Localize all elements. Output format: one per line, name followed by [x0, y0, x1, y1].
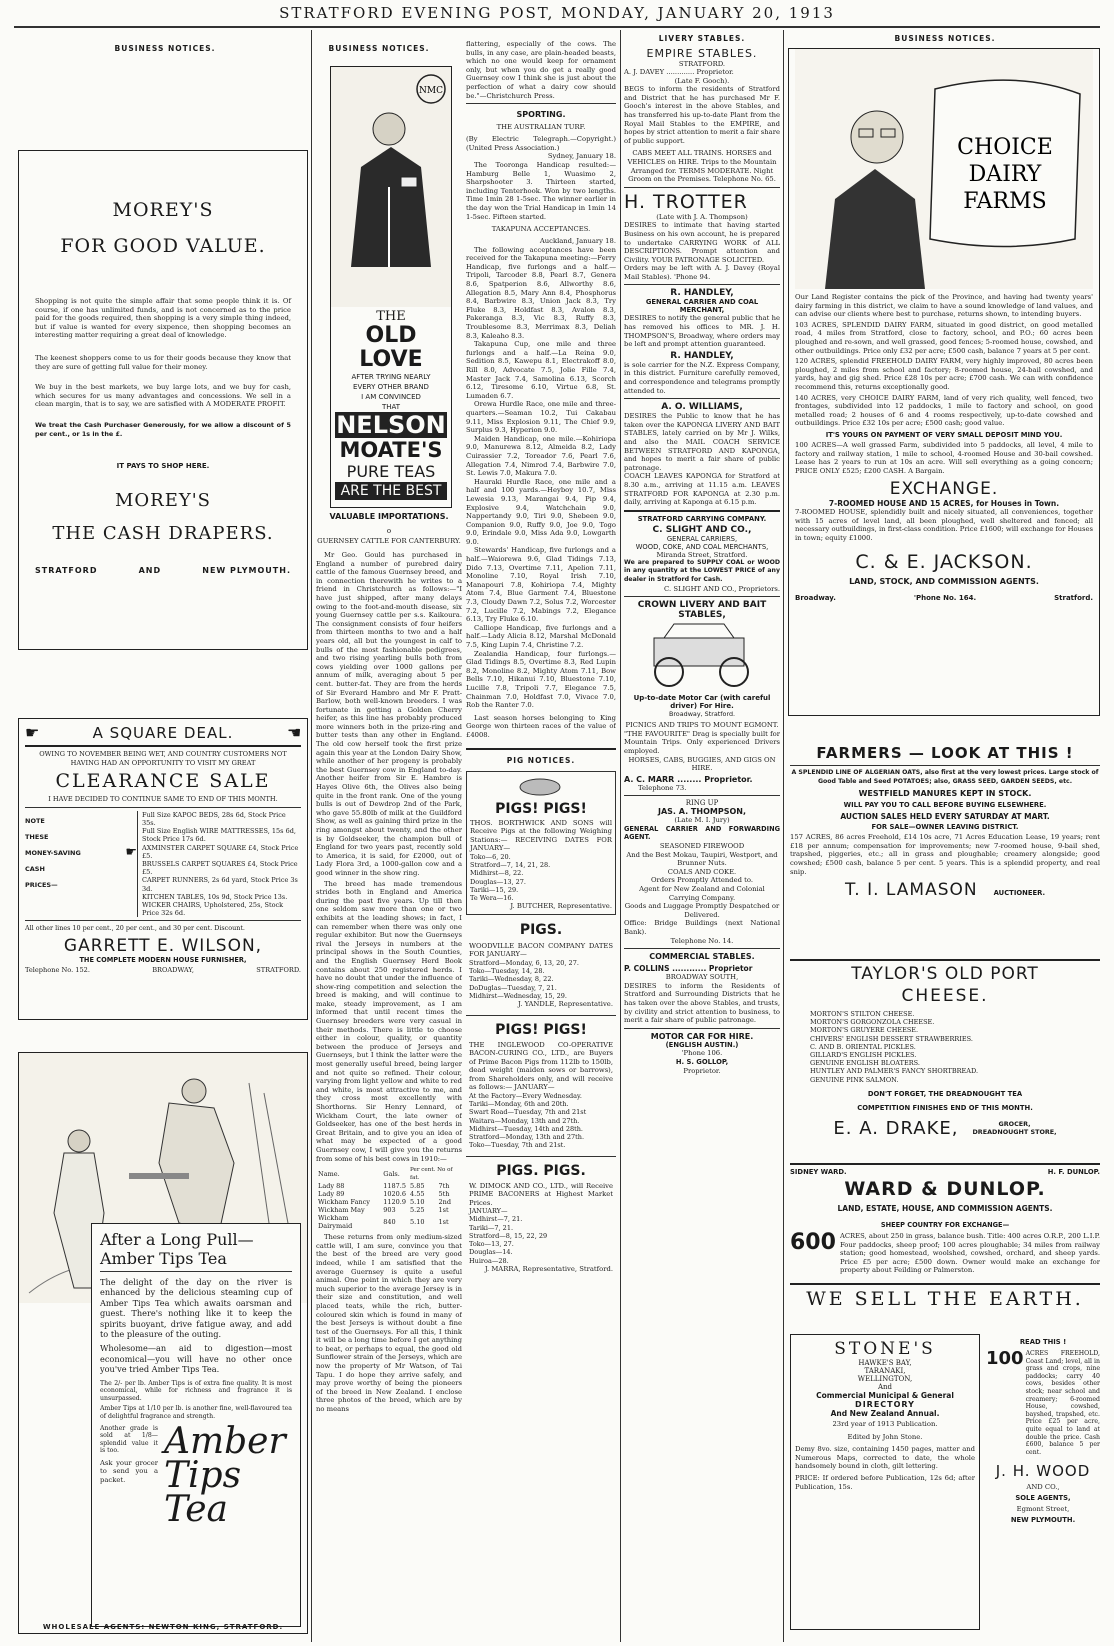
sporting-date: Sydney, January 18. [547, 152, 616, 161]
pigs-signature: J. BUTCHER, Representative. [510, 902, 612, 911]
article-continuation: flattering, especially of the cows. The bulls, in any case, are plain-headed beasts, which no one would keep for ornament only, but when you do get a really good Guernsey cow I think she is just about the perfection of what a dairy cow should be."—Christchurch Press. [466, 40, 616, 100]
jackson-town: Stratford. [1054, 593, 1093, 602]
crown-proprietor: A. C. MARR ........ Proprietor. [624, 774, 753, 784]
stones-l5: Commercial Municipal & General [816, 1391, 954, 1400]
amber-tips-logo: Amber Tips Tea [164, 1420, 286, 1530]
square-deal-footer [25, 966, 301, 974]
article-p1: Mr Geo. Gould has purchased in England a number of purebred dairy cattle of the famous Guernsey breed, and in connection therewith he writes to a friend in Christchurch as follows:—"I have just shipped, after many delays owing to the foot-and-mouth disease, six young Guernsey cattle per s.s. Kaikoura. The consignment consists of four heifers from thirteen months to two and a half years old, all but the youngest in calf to bulls of the most fashionable pedigrees, and two rising yearling bulls both from cows yielding over 1000 gallons per annum of milk, averaging about 5 per cent. butter-fat. They are from the herds of Sir Everard Hambro and Mr F. Pratt-Barlow, both well-known breeders. I was fortunate in getting a Golden Cherry heifer, as this line has probably produced more winners both in the prize-ring and butter tests than any other in England. The old cow herself took the first prize again this year at the London Dairy Show, while another of her progeny is probably the best Guernsey cow in England to-day. Another heifer from Sir E. Hambro is Hayes Olive 6th, the Olives also being quite in the front rank. One of the young bulls is out of Dewdrop 2nd of the Park, who gave 55.80lb of milk at the Guildford Show, as well as gaining third prize in the ring amongst about twenty, and the other is by Goldseeker, the champion bull of England for two years past, recently sold to America, it is said, for £2000, out of Lady Flora 3rd, a 1000-gallon cow and a good winner in the show ring. [316, 551, 462, 877]
handley-heading-2: R. HANDLEY, [670, 350, 734, 361]
morey-p1: Shopping is not quite the simple affair that some people think it is. Of course, if one has unlimited funds, and is not concerned as to the price paid for the goods required, then shopping is a very simple thing indeed, but if value is wanted for every sixpence, then shopping becomes an interesting matter requiring a great deal of knowledge. [35, 297, 291, 340]
pigs-heading: PIGS. [519, 921, 563, 938]
square-deal-ad [18, 718, 308, 1020]
trotter-late: (Late with J. A. Thompson) [656, 212, 748, 221]
list-item: Douglas—14. [469, 1248, 513, 1257]
masthead: STRATFORD EVENING POST, MONDAY, JANUARY 20, 1913 [279, 4, 835, 22]
nelson-line-10: ARE THE BEST [335, 482, 447, 500]
morey-locations [35, 566, 291, 575]
empire-cabs: CABS MEET ALL TRAINS. HORSES and VEHICLES on HIRE. Trips to the Mountain Arranged for. TERMS MODERATE. Night Groom on the Premises. Telephone No. 65. [627, 149, 777, 184]
wood-street: Egmont Street, [1016, 1505, 1070, 1514]
lamason-text-2: 157 ACRES, 86 acres Freehold, £14 10s acre, 71 Acres Education Lease, 19 years; rent £18 per annum; compensation for improvements; new 7-roomed house, 9-bail shed, trapshed, piggeries, etc.; all in grass and ploughable; creamery alongside; good cowshed; £500 cash, balance 5 per cent. 5 years. This is a splendid property, and real snip. [790, 833, 1100, 876]
morey-p5: IT PAYS TO SHOP HERE. [116, 462, 210, 471]
amber-agents: WHOLESALE AGENTS: NEWTON KING, STRATFORD. [42, 1623, 284, 1631]
article-p3: These returns from only medium-sized cattle will, I am sure, convince you that the best of the breed are very good indeed, while I am satisfied that the average Guernsey is quite a useful animal. One point in which they are very much superior to the average Jersey is in their size and constitution, and well placed teats, while the rich, butter-coloured skin which is found in many of the best Jerseys is without doubt a fine test of the Guernseys. For all this, I think it will be a long time before I get anything to beat, or perhaps to equal, the good old Sunflower strain of the Jerseys, which are now the property of Mr Watson, of Tai Tapu. I do hope they arrive safely, and may prove worthy of being the pioneers of the breed in New Zealand. I enclose three photos of the breed, which are by no means [316, 1233, 462, 1414]
handley-text: DESIRES to notify the general public that he has removed his offices to MR. J. H. THOMPSON'S, Broadway, where orders may be left and prompt attention guaranteed. [624, 314, 780, 349]
wood-acres: 100 [986, 1348, 1024, 1369]
stones-directory-ad [790, 1334, 980, 1630]
pigs-heading: PIGS. PIGS. [496, 1162, 586, 1179]
list-item: CARPET RUNNERS, 2s 6d yard, Stock Price 3s 3d. [142, 876, 298, 893]
amber-p5: Another grade is sold at 1/8—splendid value it is too. [100, 1424, 158, 1455]
inglewood-pigs-ad [466, 1019, 616, 1153]
crown-telephone: Telephone 73. [638, 783, 687, 792]
wood-name: J. H. WOOD [995, 1462, 1091, 1481]
commercial-proprietor: P. COLLINS ............ Proprietor [624, 964, 753, 974]
choice-farm-4: 100 ACRES—A well grassed Farm, subdivided into 5 paddocks, all level, 4 mile to factory and railway station, 1 mile to school, 4-roomed House and 30-bail cowshed. Lease has 2 years to run at 10s an acre. Will sell everything as a going concern; PRICE ONLY £525; £200 CASH. A Bargain. [795, 440, 1093, 475]
list-item: KITCHEN TABLES, 10s 9d, Stock Price 13s. [142, 892, 288, 901]
cheese-list [790, 1010, 1100, 1084]
column-rule [620, 30, 621, 1642]
lamason-auction: AUCTION SALES HELD EVERY SATURDAY AT MART. [840, 812, 1050, 822]
article-p2: The breed has made tremendous strides both in England and America during the past five years. Up till then one seldom saw more than one or two exhibits at the leading shows; in fact, I can remember when there was only one regular exhibitor. But now the Guernseys rival the Jerseys in numbers at the principal shows in the South Counties, and the English Guernsey Herd Book contains about 250 registered herds. I have no doubt that under the influence of show-ring competition and selection the breed is making, and will continue to make, steady improvement, as I am informed that until recent times the Guernsey breeders were very casual in their methods. There is little to choose either in colour, quality, or quantity between the produce of Jerseys and Guernseys, but I think the latter were the most generally useful breed, being larger and not quite so refined. Their colour, varying from light yellow and white to red and white, is most attractive to me, and they cross most excellently with Shorthorns. Sir Henry Lennard, of Wickham Court, the late owner of Goldseeker, has one of the best herds in Great Britain, and to give you an idea of what may be expected of a good Guernsey cow, I will give you the returns from some of his best cows in 1910:— [316, 879, 462, 1163]
lamason-heading: FARMERS — LOOK AT THIS ! [816, 744, 1074, 762]
choice-deposit: IT'S YOURS ON PAYMENT OF VERY SMALL DEPOSIT MIND YOU. [825, 430, 1063, 439]
wood-town: NEW PLYMOUTH. [1010, 1516, 1076, 1525]
sporting-subhead: THE AUSTRALIAN TURF. [496, 123, 586, 132]
ring-office: Office: Bridge Buildings (next National Bank). [624, 919, 780, 936]
empire-text: BEGS to inform the residents of Stratford and District that he has purchased Mr F. Gooch's interest in the above Stables, and has transferred his up-to-date Plant from the Royal Mail Stables to the EMPIRE, and hopes by strict attention to merit a fair share of public support. [624, 85, 780, 145]
stones-l7: And New Zealand Annual. [830, 1409, 940, 1418]
pointing-hand-icon: ☛ [286, 723, 301, 742]
column-heading: BUSINESS NOTICES. [114, 44, 216, 53]
telephone: Telephone No. 152. [25, 966, 90, 975]
lamason-text: A SPLENDID LINE OF ALGERIAN OATS, also first at the very lowest prices. Large stock of Good Table and Seed POTATOES; also, GRASS SEED, GARDEN SEEDS, etc. [791, 769, 1099, 785]
pig-icon [470, 775, 610, 797]
exchange-heading: EXCHANGE. [889, 479, 999, 500]
list-item: MORTON'S GORGONZOLA CHEESE. [810, 1018, 935, 1027]
exchange-line-1: 7-ROOMED HOUSE AND 15 ACRES, for Houses in Town. [828, 499, 1060, 509]
choice-intro: Our Land Register contains the pick of the Province, and having had twenty years' dairy farming in this district, we claim to have a sound knowledge of land values, and can advise our clients where best to purchase, returns shown, to intending buyers. [795, 293, 1093, 319]
ring-coal: COALS AND COKE. [667, 867, 737, 876]
wood-co: AND CO., [1026, 1483, 1060, 1492]
slight-signature: C. SLIGHT AND CO., Proprietors. [664, 584, 780, 593]
trotter-text-2: Orders may be left with A. J. Davey (Royal Mail Stables). 'Phone 94. [624, 264, 780, 281]
takapuna-date: Auckland, January 18. [539, 237, 616, 246]
wood-agents: SOLE AGENTS, [1015, 1494, 1071, 1503]
amber-p2: Wholesome—an aid to digestion—most economical—you will have no other once you've tried Amber Tips Tea. [100, 1343, 292, 1375]
drake-name: E. A. DRAKE, [833, 1117, 959, 1139]
slight-text: We are prepared to SUPPLY COAL or WOOD in any quantity at the LOWEST PRICE of any dealer in Stratford for Cash. [624, 558, 780, 583]
trotter-heading: H. TROTTER [624, 190, 748, 213]
crown-location: Broadway, Stratford. [668, 710, 736, 719]
yield-table [316, 1166, 462, 1230]
stones-year: 23rd year of 1913 Publication. [832, 1420, 938, 1428]
morey-ad [18, 150, 308, 650]
list-item: Midhirst—8, 22. [470, 869, 524, 878]
nelson-line-3: AFTER TRYING NEARLY [351, 373, 431, 381]
amber-p1: The delight of the day on the river is enhanced by the delicious steaming cup of Amber Tips Tea which awaits oarsman and guest. There's nothing like it to keep the spirits buoyant, drive fatigue away, and add to the pleasure of the outing. [100, 1277, 292, 1340]
ward-dunlop-ad [790, 1160, 1100, 1325]
garrett-wilson: GARRETT E. WILSON, [63, 936, 263, 957]
list-item: At the Factory—Every Wednesday. [469, 1092, 582, 1101]
ward-partner-2: H. F. DUNLOP. [1047, 1168, 1100, 1176]
cheese-competition: COMPETITION FINISHES END OF THIS MONTH. [857, 1103, 1033, 1112]
choice-farm-3: 140 ACRES, very CHOICE DAIRY FARM, land of very rich quality, well fenced, two frontages, subdivided into 12 paddocks, 1 mile to factory and school, on good metalled road; 2 houses of 6 and 4 rooms respectively, up-to-date cowshed and outbuildings. Price £32 10s per acre; £500 cash; good value. [795, 393, 1093, 428]
square-deal-intro: OWING TO NOVEMBER BEING WET, AND COUNTRY CUSTOMERS NOT HAVING HAD AN OPPORTUNITY TO VISIT MY GREAT [39, 750, 287, 767]
square-deal-title: A SQUARE DEAL. [92, 723, 234, 742]
pigs-text: W. DIMOCK AND CO., LTD., will Receive PRIME BACONERS at Highest Market Prices. [469, 1181, 613, 1207]
list-item: HUNTLEY AND PALMER'S FANCY SHORTBREAD. [810, 1067, 979, 1076]
wood-text: ACRES FREEHOLD, Coast Land; level, all in grass and crops, nine paddocks; carry 40 cows, besides other stock; near school and creamery; 6-roomed House, cowshed, bayshed, trapshed, etc. Price £25 per acre, quite equal to land at double the price. Cash £600, balance 5 per cent. [1025, 1350, 1100, 1456]
ring-mokau: And the Best Mokau, Taupiri, Westport, and Brunner Nuts. [626, 850, 778, 868]
ward-sheep: SHEEP COUNTRY FOR EXCHANGE— [880, 1221, 1010, 1229]
list-item: Toko—Tuesday, 7th and 21st. [469, 1141, 566, 1150]
jackson-land-ad [788, 48, 1100, 716]
nmc-seal: NMC [419, 86, 443, 96]
sporting-p8: Calliope Handicap, five furlongs and a half.—Lady Alicia 8.12, Marshal McDonald 7.5, King Lupin 7.4, Christine 7.2. [466, 623, 616, 649]
column-rule [311, 30, 312, 1642]
ring-orders: Orders Promptly Attended to. [650, 876, 754, 885]
amber-p6: Ask your grocer to send you a packet. [100, 1459, 158, 1484]
empire-town: STRATFORD. [678, 60, 726, 68]
side-these: THESE [25, 832, 49, 841]
morey-name: MOREY'S [114, 490, 212, 512]
amber-p4: Amber Tips at 1/10 per lb. is another fine, well-flavoured tea of delightful fragrance and strength. [100, 1405, 292, 1421]
clearance-sale: CLEARANCE SALE [55, 770, 271, 793]
list-item: Toko—6, 20. [470, 852, 511, 861]
list-item: BRUSSELS CARPET SQUARES £4, Stock Price £5. [142, 860, 298, 877]
stones-editor: Edited by John Stone. [847, 1432, 923, 1441]
list-item: Douglas—13, 27. [470, 877, 527, 886]
williams-heading: A. O. WILLIAMS, [661, 402, 743, 413]
crown-favourite: "THE FAVOURITE" Drag is specially built for Mountain Trips. Only experienced Drivers employed. [624, 729, 780, 755]
nelson-line-5: I AM CONVINCED [361, 393, 421, 401]
list-item: Midhirst—Tuesday, 14th and 28th. [469, 1124, 583, 1133]
man-with-sign-illustration [795, 49, 1093, 289]
jackson-phone: 'Phone No. 164. [913, 593, 977, 602]
table-row: Wickham May 903 5.25 1st [318, 1206, 449, 1215]
list-item: Huiroa—28. [469, 1256, 509, 1265]
column-heading: LIVERY STABLES. [658, 34, 746, 43]
takapuna-subhead: TAKAPUNA ACCEPTANCES. [491, 225, 591, 234]
motorhire-proprietor: Proprietor. [683, 1066, 721, 1075]
handley-heading: R. HANDLEY, [670, 288, 734, 299]
stones-l3: WELLINGTON, [857, 1375, 913, 1383]
ring-late: (Late M. I. Jury) [674, 816, 730, 825]
borthwick-pigs-ad [466, 771, 616, 915]
ward-acres: 600 [790, 1230, 836, 1255]
ring-text: GENERAL CARRIER AND FORWARDING AGENT. [624, 824, 780, 842]
nelson-line-8: MOATE'S [339, 438, 443, 462]
morey-drapers: THE CASH DRAPERS. [52, 523, 274, 545]
pigs-signature: J. MARRA, Representative, Stratford. [484, 1264, 613, 1273]
nelson-line-9: PURE TEAS [346, 462, 436, 481]
jackson-tag: LAND, STOCK, AND COMMISSION AGENTS. [849, 576, 1039, 586]
amber-tips-ad [18, 1052, 308, 1634]
list-item: Midhirst—Wednesday, 15, 29. [469, 991, 567, 1000]
stones-l1: HAWKE'S BAY, [858, 1359, 912, 1367]
side-money: MONEY-SAVING [25, 848, 81, 857]
list-item: Midhirst—7, 21. [469, 1215, 523, 1224]
list-item: Full Size KAPOC BEDS, 28s 6d, Stock Price 35s. [142, 810, 286, 827]
motorhire-telephone: 'Phone 106. [681, 1049, 723, 1058]
commercial-heading: COMMERCIAL STABLES. [649, 952, 755, 962]
list-item: Tariki—Wednesday, 8, 22. [469, 975, 554, 984]
morey-p2: The keenest shoppers come to us for their goods because they know that they are sure of getting full value for their money. [35, 353, 291, 371]
side-note: NOTE [25, 816, 45, 825]
jackson-firm: C. & E. JACKSON. [855, 550, 1033, 573]
nelson-line-2: OLD LOVE [359, 323, 423, 372]
list-item: Tariki—15, 29. [470, 885, 519, 894]
lamason-ad [790, 744, 1100, 934]
square-deal-price-list [137, 811, 301, 918]
morey-loc-2: AND [138, 566, 162, 576]
sporting-p9: Zealandia Handicap, four furlongs.—Glad Tidings 8.5, Overtime 8.3, Red Lupin 8.2, Monoline 8.2, Mighty Atom 7.11, Bow Bells 7.10, Hikanui 7.10, Bluestone 7.10, Lucille 7.8, Tripoli 7.7, Elegance 7.5, Chainman 7.0, Holdfast 7.0, Vivace 7.0, Rob the Ranter 7.0. [466, 649, 616, 710]
nelson-line-1: THE [376, 309, 406, 324]
pointing-hand-icon: ☛ [125, 844, 137, 860]
list-item: MORTON'S GRUYERE CHEESE. [810, 1026, 919, 1035]
column-rule [783, 30, 784, 1642]
crown-heading: CROWN LIVERY AND BAIT STABLES, [637, 600, 767, 621]
ring-heading: RING UP [685, 799, 719, 808]
list-item: Toko—Tuesday, 14, 28. [469, 967, 545, 976]
pigs-heading: PIGS! PIGS! [495, 800, 587, 817]
wood-read: READ THIS ! [1019, 1338, 1067, 1346]
motor-car-illustration [624, 620, 780, 690]
sporting-byline: (By Electric Telegraph.—Copyright.) (United Press Association.) [466, 135, 616, 152]
sign-line-3: FARMS [963, 189, 1047, 214]
drake-cheese-ad [790, 956, 1100, 1156]
morey-p4: We treat the Cash Purchaser Generously, for we allow a discount of 5 per cent., or 1s in the £. [35, 420, 291, 438]
pigs-text: WOODVILLE BACON COMPANY DATES FOR JANUARY— [469, 941, 613, 959]
sporting-p7: Stewards' Handicap, five furlongs and a half.—Waiorewa 9.6, Glad Tidings 7.13, Dido 7.13, Overtime 7.11, Apelion 7.11, Monoline 7.10, Royal Irish 7.10, Manapouri 7.8, Kohiriopa 7.4, Mighty Atom 7.4, Blue Garment 7.4, Bluestone 7.3, Cloudy Dawn 7.2, Solus 7.2, Worcester 7.2, Lucille 7.2, Mabings 7.2, Elegance 6.13, Try Fluke 6.10. [466, 546, 616, 624]
sign-line-1: CHOICE [957, 135, 1053, 160]
slight-street: Miranda Street, Stratford. [656, 550, 748, 559]
ring-telephone: Telephone No. 14. [670, 936, 734, 945]
square-deal-continue: I HAVE DECIDED TO CONTINUE SAME TO END OF THIS MONTH. [48, 795, 278, 804]
drake-store [973, 1120, 1057, 1136]
ring-goods: Goods and Luggage Promptly Despatched or Delivered. [624, 902, 780, 919]
pigs-signature: J. YANDLE, Representative. [518, 999, 613, 1008]
choice-farm-1: 103 ACRES, SPLENDID DAIRY FARM, situated in good district, on good metalled road, 4 miles from Stratford, close to factory, school, and P.O.; 60 acres been ploughed and re-sown, and well grassed, good fences; 5-roomed house, cowshed, and other outbuildings. Price only £32 per acre; £500 cash, balance 7 years at 5 per cent. [795, 320, 1093, 355]
sell-the-earth: WE SELL THE EARTH. [806, 1287, 1084, 1310]
valuable-importations-article: VALUABLE IMPORTATIONS. o GUERNSEY CATTLE FOR CANTERBURY. Mr Geo. Gould has purchased in England a number of purebred dairy cattle of the famous Guernsey breed, and in connection therewith he writes to a friend in Christchurch as follows:—"I have just shipped, after many delays owing to the foot-and-mouth disease, six young Guernsey cattle per s.s. Kaikoura. The consignment consists of four heifers from thirteen months to two and a half years old, all but the youngest in calf to bulls of the most fashionable pedigrees, and two rising yearling bulls both from cows yielding over 1000 gallons per annum of milk, averaging about 5 per cent. butter-fat. They are from the herds of Sir Everard Hambro and Mr F. Pratt-Barlow, both well-known breeders. I was fortunate in getting a Golden Cherry heifer, as this line has probably produced more winners both in the prize-ring and butter tests than any other in England. The old cow herself took the first prize again this year at the London Dairy Show, while another of her progeny is probably the best Guernsey cow in England to-day. Another heifer from Sir E. Hambro is Hayes Olive 6th, the Olives also being quite in the front rank. One of the young bulls is out of Dewdrop 2nd of the Park, who gave 55.80lb of milk at the Guildford Show, as well as gaining third prize in the ring amongst about twenty, and the other is by Goldseeker, the champion bull of England for two years past, recently sold to America, it is said, for £2000, out of Lady Flora 3rd, a 1000-gallon cow and a good winner in the show ring. The breed has made tremendous strides both in England and America during the past five years. Up till then one seldom saw more than one or two exhibits at the leading shows; in fact, I can remember when there was only one regular exhibitor. But now the Guernseys rival the Jerseys in numbers at the principal shows in the South Counties, and the English Guernsey Herd Book contains about 250 registered herds. I have no doubt that under the influence of show-ring competition and selection the breed is making, and will continue to make, steady improvement, as I am informed that until recent times the Guernsey breeders were very casual in their methods. There is little to choose either in colour, quality, or quantity between the produce of Jerseys and Guernseys, but I think the latter were the most generally useful breed, being larger and not quite so refined. Their colour, varying from light yellow and white to red and white, is most attractive to me, and they cross most excellently with Shorthorns. Sir Henry Lennard, of Wickham Court, the late owner of Goldseeker, has one of the best herds in Great Britain, and to give you an idea of what may be expected of a good Guernsey cow, I will give you the returns from some of his best cows in 1910:— Name. Gals. Per cent. No of fat. Lady 88 1187.5 5.85 7th Lady 89 1020.6 4.55 5th Wickham Fancy 1120.9 5.10 2nd Wickham May 903 5.25 1st Wickham Dairymaid 840 5.10 1st These returns from only medium-sized cattle will, I am sure, convince you that the best of the breed are very good indeed, while I am satisfied that the average Guernsey is quite a useful animal. One point in which they are very much superior to the average Jersey is in their size and constitution, and well placed teats, while the rich, butter-coloured skin which is found in many of the best Jerseys is without doubt a fine test of the Guernseys. For all this, I think it will be a long time before I get anything to beat, or perhaps to equal, the good old Sunflower strain of the Jerseys, which are now the property of Mr Watson, of Tai Tapu. I do hope they arrive safely, and may prove worthy of being the pioneers of the breed in New Zealand. I enclose three photos of the breed, which are by no means [316, 512, 462, 1414]
stones-text: Demy 8vo. size, containing 1450 pages, matter and Numerous Maps, corrected to date, the whole handsomely bound in cloth, gilt lettering. [795, 1445, 975, 1471]
list-item: DoDuglas—Tuesday, 7, 21. [469, 983, 557, 992]
sporting-p6: Hauraki Hurdle Race, one mile and a half and 100 yards.—Heyboy 10.7, Miss Lewesia 9.13, Marangai 9.4, Pip 9.4, Explosive 9.4, Watchchain 9.0, Nappertandy 9.0, Tiri 9.0, Shebeen 9.0, Companion 9.0, Ruffy 9.0, Joe 9.0, Togo 9.0, Erindale 9.0, Miss Ada 9.0, Lowgarth 9.0. [466, 477, 616, 546]
motorhire-name: H. S. GOLLOP, [675, 1057, 729, 1066]
lamason-manures: WESTFIELD MANURES KEPT IN STOCK. [858, 789, 1032, 799]
side-cash: CASH [25, 864, 45, 873]
jackson-street: Broadway. [795, 593, 836, 602]
list-item: Stratford—Monday, 13th and 27th. [469, 1133, 585, 1142]
cheese-heading-1: TAYLOR'S OLD PORT [851, 964, 1039, 984]
cheese-forget: DON'T FORGET, THE DREADNOUGHT TEA [867, 1089, 1023, 1098]
amber-heading-1: After a Long Pull— [100, 1230, 254, 1249]
ward-text: ACRES, about 250 in grass, balance bush. Title: 400 acres O.R.P., 200 L.I.P. Four paddocks, sheep proof; 100 acres ploughable; 34 miles from railway station; good homestead, woolshed, cowshed, orchard, and sheep yards. Price £5 per acre; £500 down. Owner would make an exchange for property about Feilding or Palmerston. [839, 1232, 1100, 1275]
lamason-name: T. I. LAMASON [844, 880, 978, 901]
sporting-p3: Takapuna Cup, one mile and three furlongs and a half.—La Reina 9.0, Sedition 8.5, Kawepu 8.1, Electrakoff 8.0, Rill 8.0, Advocate 7.5, Jolie Fille 7.4, Master Jack 7.4, Samolina 6.13, Scorch 6.12, Tiresome 6.10, Virtue 6.8, St. Lumaden 6.7. [466, 340, 616, 400]
amber-p3: The 2/- per lb. Amber Tips is of extra fine quality. It is most economical, while for richness and fragrance it is unsurpassed. [100, 1379, 292, 1402]
pigs-heading: PIGS! PIGS! [495, 1021, 587, 1038]
sporting-p1: The Tooronga Handicap resulted:—Hamburg Belle 1, Wuasimo 2, Sharpshooter 3. Thirteen started, including Tenterhook. Won by two lengths. Time 1min 28 1-5sec. The winner earlier in the day won the Trial Handicap in 1min 14 1-5sec. Fifteen started. [466, 160, 616, 221]
stones-l4: And [877, 1383, 893, 1391]
list-item: Waitara—Monday, 13th and 27th. [469, 1116, 580, 1125]
morey-loc-3: NEW PLYMOUTH. [202, 566, 291, 576]
article-subhead: GUERNSEY CATTLE FOR CANTERBURY. [317, 537, 461, 545]
commercial-text: DESIRES to inform the Residents of Stratford and Surrounding Districts that he has taken over the above Stables, and trusts, by civility and strict attention to business, to merit a fair share of public patronage. [624, 981, 780, 1025]
trotter-text: DESIRES to intimate that having started Business on his own account, he is prepared to undertake CARRYING WORK of ALL DESCRIPTIONS. Prompt attention and Civility. YOUR PATRONAGE SOLICITED. [624, 221, 780, 264]
sporting-p2: The following acceptances have been received for the Takapuna meeting:—Ferry Handicap, five furlongs and a half.—Tripoli, Tarcoder 8.8, Pearl 8.7, Genera 8.6, Spatperion 8.6, Allworthy 8.6, Allegation 8.5, Mary Ann 8.4, Phosphorus 8.4, Barbwire 8.3, Union Jack 8.3, Try Fluke 8.3, Holdfast 8.3, Avalon 8.3, Pakeranga 8.3, Vic 8.3, Ruffy 8.3, Troublesome 8.3, Merrimax 8.3, Deliah 8.3, Kaleaho 8.3. [466, 245, 616, 340]
empire-heading: EMPIRE STABLES. [646, 47, 758, 60]
morey-loc-1: STRATFORD [35, 566, 98, 576]
motorhire-sub: (ENGLISH AUSTIN.) [665, 1040, 739, 1049]
list-item: Swart Road—Tuesday, 7th and 21st [469, 1108, 587, 1117]
empire-prop: A. J. DAVEY ............. Proprietor. [624, 68, 734, 76]
ward-tag: LAND, ESTATE, HOUSE, AND COMMISSION AGENTS. [837, 1204, 1053, 1213]
morey-p3: We buy in the best markets, we buy large lots, and we buy for cash, which secures for us many advantages and concessions. We sell in a clean margin, that is to say, we are satisfied with A MODERATE PROFIT. [35, 383, 291, 409]
list-item: GILLARD'S ENGLISH PICKLES. [810, 1051, 917, 1060]
list-item: Stratford—8, 15, 22, 29 [469, 1231, 548, 1240]
morey-title: MOREY'S [112, 199, 214, 221]
lamason-auctioneer: AUCTIONEER. [993, 889, 1046, 898]
crown-motor: Up-to-date Motor Car (with careful driver) For Hire. [633, 694, 771, 711]
list-item: GENUINE PINK SALMON. [810, 1075, 899, 1084]
column-heading: BUSINESS NOTICES. [328, 44, 430, 53]
pigs-text: THE INGLEWOOD CO-OPERATIVE BACON-CURING CO., LTD., are Buyers of Prime Bacon Pigs from 112lb to 150lb, dead weight (maiden sows or barrows), from Shareholders only, and will receive as follows:— JANUARY— [469, 1040, 613, 1092]
nelson-line-4: EVERY OTHER BRAND [353, 383, 429, 391]
motorhire-heading: MOTOR CAR FOR HIRE. [650, 1031, 754, 1041]
town: STRATFORD. [256, 966, 301, 975]
table-row: Wickham Dairymaid 840 5.10 1st [318, 1214, 449, 1231]
article-headline: VALUABLE IMPORTATIONS. [329, 512, 449, 521]
cheese-heading-2: CHEESE. [901, 986, 989, 1006]
list-item: Toko—13, 27. [469, 1240, 514, 1249]
sporting-heading: SPORTING. [516, 110, 566, 120]
slight-firm: C. SLIGHT AND CO., [652, 524, 752, 535]
table-row: Lady 88 1187.5 5.85 7th [318, 1182, 450, 1191]
ward-partner-1: SIDNEY WARD. [790, 1168, 847, 1176]
woodville-pigs-ad [466, 919, 616, 1012]
table-header: Name. Gals. Per cent. No of fat. [318, 1167, 453, 1182]
drake-dreadnought: DREADNOUGHT STORE, [972, 1128, 1057, 1137]
stones-l2: TARANAKI, [864, 1367, 906, 1375]
list-item: C. AND B. ORIENTAL PICKLES. [810, 1042, 916, 1051]
lamason-sale: FOR SALE—OWNER LEAVING DISTRICT. [871, 823, 1019, 832]
sporting-p5: Maiden Handicap, one mile.—Kohiriopa 9.0, Manurewa 8.12, Almeida 8.2, Lady Cuirassier 7.2, Toreador 7.6, Pearl 7.6, Allegation 7.4, Nimrod 7.4, Barbwire 7.0, St. Lewis 7.0, Makura 7.0. [466, 434, 616, 478]
list-item: JANUARY— [469, 1207, 508, 1216]
choice-farm-2: 120 ACRES, splendid FREEHOLD DAIRY FARM, very highly improved, 80 acres been ploughed, 2 miles from school and factory; 8-roomed house, 24-bail cowshed, and yards, hay and gig shed. Price £28 10s per acre; £700 cash. We can with confidence recommend this, returns exceptionally good. [795, 357, 1093, 391]
amber-tips-copy [91, 1223, 301, 1627]
stones-price: PRICE: If ordered before Publication, 12s 6d; after Publication, 15s. [795, 1473, 975, 1491]
stones-l6: DIRECTORY [855, 1400, 915, 1409]
ring-firewood: SEASONED FIREWOOD [659, 842, 745, 851]
list-item: Tariki—7, 21. [469, 1223, 514, 1232]
square-deal-discount: All other lines 10 per cent., 20 per cent., and 30 per cent. Discount. [25, 924, 245, 933]
list-item: Te Wera—16. [470, 893, 514, 902]
slight-l1: GENERAL CARRIERS, [666, 534, 738, 543]
ring-firm: JAS. A. THOMPSON, [658, 807, 746, 817]
table-row: Wickham Fancy 1120.9 5.10 2nd [318, 1198, 452, 1207]
nelson-line-6: THAT [381, 403, 401, 411]
square-deal-side [25, 811, 137, 918]
nelson-moate-ad [330, 66, 452, 508]
ward-heading: WARD & DUNLOP. [844, 1178, 1046, 1200]
livery-column [624, 34, 780, 1642]
list-item: WICKER CHAIRS, Upholstered, 25s, Stock Price 32s 6d. [142, 901, 284, 918]
pig-notices-heading: PIG NOTICES. [506, 755, 576, 765]
masthead-rule [14, 26, 1100, 28]
nelson-line-7: NELSON [336, 411, 446, 439]
wood-ad [986, 1338, 1100, 1634]
list-item: Stratford—7, 14, 21, 28. [470, 861, 551, 870]
list-item: Full Size English WIRE MATTRESSES, 15s 6d, Stock Price 17s 6d. [142, 827, 296, 844]
dimock-pigs-ad [466, 1160, 616, 1277]
sporting-p10: Last season horses belonging to King George won thirteen races of the value of £4008. [466, 713, 616, 739]
handley-text-2: is sole carrier for the N.Z. Express Company, in this district. Furniture carefully removed, and correspondence and telegrams promptly attended to. [624, 360, 780, 395]
ring-agent: Agent for New Zealand and Colonial Carrying Company. [639, 885, 765, 902]
list-item: Tariki—Monday, 6th and 20th. [469, 1100, 569, 1109]
list-item: CHIVERS' ENGLISH DESSERT STRAWBERRIES. [810, 1034, 973, 1043]
list-item: AXMINSTER CARPET SQUARE £4, Stock Price £5. [142, 843, 299, 860]
list-item: Stratford—Monday, 6, 13, 20, 27. [469, 958, 579, 967]
commercial-street: BROADWAY SOUTH, [665, 973, 739, 982]
handley-sub: GENERAL CARRIER AND COAL MERCHANT, [645, 298, 759, 315]
stones-heading: STONE'S [834, 1339, 936, 1359]
williams-text: DESIRES the Public to know that he has taken over the KAPONGA LIVERY AND BAIT STABLES, lately carried on by Mr J. Wilks, and also the MAIL COACH SERVICE BETWEEN STRATFORD AND KAPONGA, and hopes to merit a fair share of public patronage. [624, 412, 780, 472]
empire-late: (Late F. Gooch). [674, 76, 730, 85]
slight-heading: STRATFORD CARRYING COMPANY. [637, 514, 767, 523]
amber-heading-2: Amber Tips Tea [100, 1249, 292, 1272]
tea-drinker-illustration [331, 67, 451, 307]
drake-grocer: GROCER, [998, 1120, 1031, 1129]
crown-picnic: PICNICS AND TRIPS TO MOUNT EGMONT. [625, 721, 779, 730]
street: BROADWAY, [152, 966, 194, 975]
table-row: Lady 89 1020.6 4.55 5th [318, 1190, 450, 1199]
column-2b [466, 40, 616, 1640]
pigs-text: THOS. BORTHWICK AND SONS will Receive Pigs at the following Weighing Stations:— RECEIVING DATES FOR JANUARY— [470, 818, 612, 853]
crown-hire: HORSES, CABS, BUGGIES, AND GIGS ON HIRE. [628, 755, 776, 773]
slight-l2: WOOD, COKE, AND COAL MERCHANTS, [635, 542, 769, 551]
furnisher-tag: THE COMPLETE MODERN HOUSE FURNISHER, [79, 956, 247, 965]
list-item: GENUINE ENGLISH BLOATERS. [810, 1059, 920, 1068]
jackson-footer [795, 594, 1093, 602]
morey-slogan: FOR GOOD VALUE. [60, 235, 266, 257]
column-heading: BUSINESS NOTICES. [894, 34, 996, 43]
list-item: MORTON'S STILTON CHEESE. [810, 1010, 915, 1018]
pointing-hand-icon: ☛ [25, 723, 40, 742]
exchange-line-2: 7-ROOMED HOUSE, splendidly built and nicely situated, all conveniences, together with 15 acres of level land, all been ploughed, well sheltered and fenced; all necessary outbuildings, in first-class condition. Price £1600; will exchange for Houses in town; equity £1000. [795, 508, 1093, 543]
sign-line-2: DAIRY [968, 162, 1042, 187]
side-prices: PRICES— [25, 880, 58, 889]
williams-coach: COACH LEAVES KAPONGA for Stratford at 8.30 a.m., arriving at 11.15 a.m. LEAVES STRATFORD FOR KAPONGA at 2.30 p.m. daily, arriving at Kaponga at 6.15 p.m. [624, 472, 780, 507]
sporting-p4: Orewa Hurdle Race, one mile and three-quarters.—Seaman 10.2, Tui Cakabau 9.11, Miss Explosion 9.11, The Chief 9.9, Surplus 9.3, Hyperion 9.0. [466, 400, 616, 435]
lamason-pay: WILL PAY YOU TO CALL BEFORE BUYING ELSEWHERE. [843, 801, 1047, 810]
